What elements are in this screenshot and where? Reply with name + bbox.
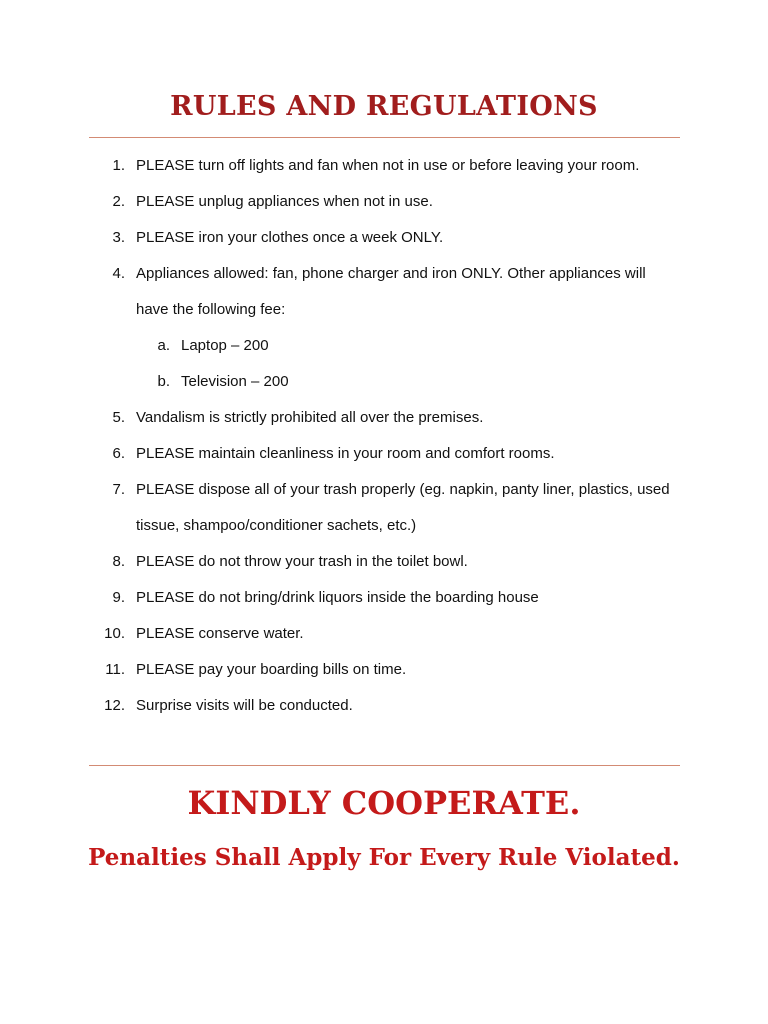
- rule-text: PLEASE unplug appliances when not in use.: [136, 193, 433, 210]
- rule-text: have the following fee:: [136, 301, 286, 318]
- subitem-letter: a.: [157, 337, 170, 354]
- rule-number: 8.: [112, 553, 125, 570]
- rule-item: [0, 693, 768, 729]
- rules-list: [0, 153, 768, 729]
- rule-item: [0, 189, 768, 225]
- rule-number: 9.: [112, 589, 125, 606]
- rule-item: [0, 657, 768, 693]
- rule-text: PLEASE do not bring/drink liquors inside the boarding house: [136, 589, 539, 606]
- penalty-notice: Penalties Shall Apply For Every Rule Violated.: [88, 844, 680, 871]
- rule-item: [0, 225, 768, 261]
- rule-number: 12.: [104, 697, 125, 714]
- rule-text: PLEASE turn off lights and fan when not in use or before leaving your room.: [136, 157, 640, 174]
- rule-item-continuation: [0, 513, 768, 549]
- rule-text: Vandalism is strictly prohibited all over the premises.: [136, 409, 484, 426]
- rule-text: PLEASE conserve water.: [136, 625, 304, 642]
- rule-text: PLEASE do not throw your trash in the toilet bowl.: [136, 553, 468, 570]
- rule-item: [0, 477, 768, 513]
- rule-text: PLEASE maintain cleanliness in your room and comfort rooms.: [136, 445, 555, 462]
- rule-number: 11.: [105, 661, 125, 678]
- rule-item: [0, 441, 768, 477]
- rule-item-continuation: [0, 297, 768, 333]
- rule-item: [0, 261, 768, 297]
- rule-number: 6.: [112, 445, 125, 462]
- rule-number: 7.: [112, 481, 125, 498]
- rule-number: 2.: [112, 193, 125, 210]
- rule-item: [0, 405, 768, 441]
- rule-item: [0, 621, 768, 657]
- rule-number: 5.: [112, 409, 125, 426]
- rule-item: [0, 585, 768, 621]
- rule-number: 1.: [112, 157, 125, 174]
- rule-number: 10.: [104, 625, 125, 642]
- rule-subitem: [0, 333, 768, 369]
- rule-text: PLEASE pay your boarding bills on time.: [136, 661, 407, 678]
- rule-text: PLEASE iron your clothes once a week ONLY.: [136, 229, 444, 246]
- rule-text: Appliances allowed: fan, phone charger and iron ONLY. Other appliances will: [136, 265, 646, 282]
- rule-number: 3.: [112, 229, 125, 246]
- subitem-text: Television – 200: [181, 373, 289, 390]
- closing-heading: KINDLY COOPERATE.: [187, 784, 581, 822]
- subitem-letter: b.: [157, 373, 170, 390]
- rule-number: 4.: [112, 265, 125, 282]
- rule-item: [0, 549, 768, 585]
- rule-item: [0, 153, 768, 189]
- footer-divider: [89, 765, 680, 766]
- rule-text: Surprise visits will be conducted.: [136, 697, 353, 714]
- page-title: RULES AND REGULATIONS: [170, 91, 598, 122]
- rule-subitem: [0, 369, 768, 405]
- rule-text: PLEASE dispose all of your trash properly (eg. napkin, panty liner, plastics, used: [136, 481, 670, 498]
- title-divider: [89, 137, 680, 138]
- subitem-text: Laptop – 200: [181, 337, 269, 354]
- rule-text: tissue, shampoo/conditioner sachets, etc.): [136, 517, 417, 534]
